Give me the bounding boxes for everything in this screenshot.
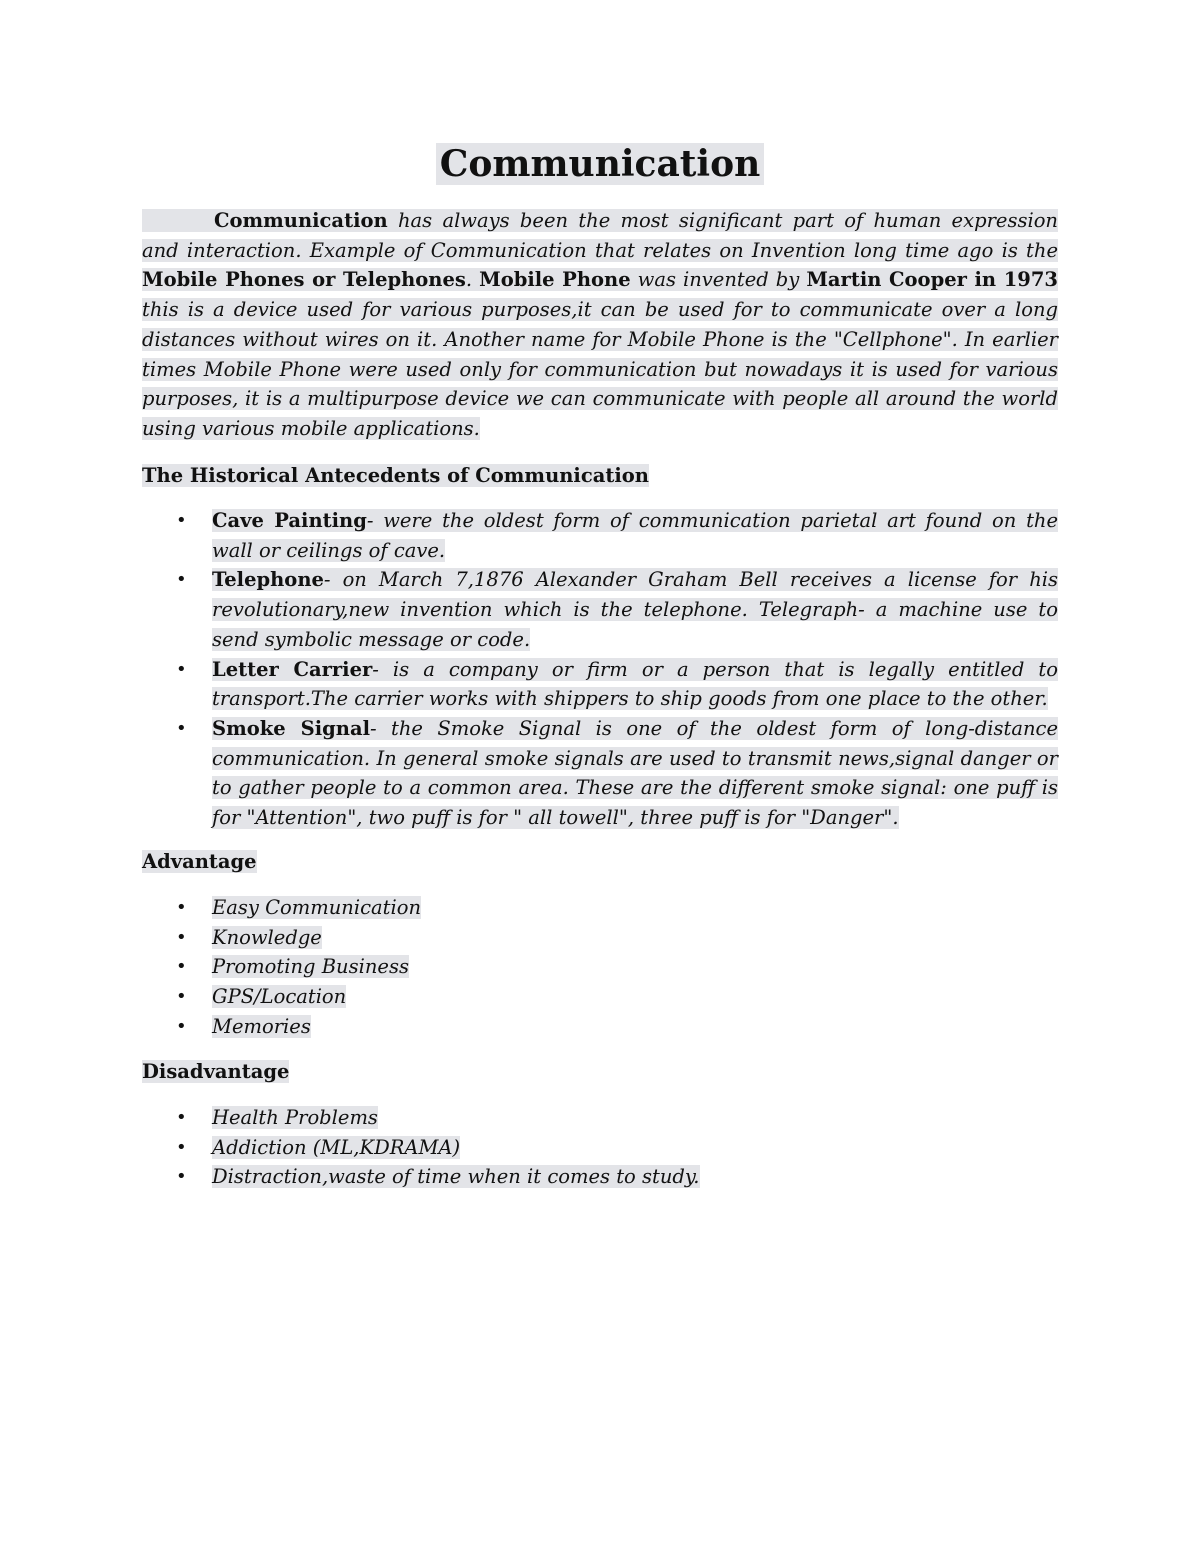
disadvantage-heading: Disadvantage [142, 1060, 290, 1083]
list-item: • Telephone- on March 7,1876 Alexander Graham Bell receives a license for his revolutionary,new invention which is the telephone. Telegraph- a machine use to send symbolic message or code. [176, 568, 1058, 651]
intro-lead: Communication [214, 209, 388, 232]
list-item: • Health Problems [176, 1106, 378, 1129]
advantage-list [142, 893, 1058, 1042]
list-item: • Smoke Signal- the Smoke Signal is one of the oldest form of long-distance communication. In general smoke signals are used to transmit news,signal danger or to gather people to a common area. These are the different smoke signal: one puff is for "Attention", two puff is for " all towell", three puff is for "Danger". [176, 716, 1058, 830]
page-title: Communication [0, 140, 1200, 188]
list-item: • Easy Communication [176, 896, 421, 919]
list-item: • Distraction,waste of time when it comes to study. [176, 1165, 700, 1189]
history-heading: The Historical Antecedents of Communication [142, 464, 649, 487]
history-list [142, 506, 1058, 833]
list-item: • Cave Painting- were the oldest form of communication parietal art found on the wall or ceilings of cave. [176, 509, 1058, 562]
list-item: • Promoting Business [176, 955, 409, 979]
list-item: • Addiction (ML,KDRAMA) [176, 1135, 461, 1159]
disadvantage-list [142, 1103, 1058, 1192]
list-item: • Memories [176, 1014, 311, 1038]
list-item: • GPS/Location [176, 985, 347, 1009]
list-item: • Letter Carrier- is a company or firm or a person that is legally entitled to transport.The carrier works with shippers to ship goods from one place to the other. [176, 657, 1058, 711]
advantage-heading: Advantage [142, 850, 257, 873]
intro-paragraph: Communication has always been the most significant part of human expression and interaction. Example of Communication that relates on Invention long time ago is the Mobile Phones or Telephones. Mobile Phone was invented by Martin Cooper in 1973 this is a device used for various purposes,it can be used for to communicate over a long distances without wires on it. Another name for Mobile Phone is the "Cellphone". In earlier times Mobile Phone were used only for communication but nowadays it is used for various purposes, it is a multipurpose device we can communicate with people all around the world using various mobile applications. [142, 209, 1058, 440]
list-item: • Knowledge [176, 925, 322, 949]
